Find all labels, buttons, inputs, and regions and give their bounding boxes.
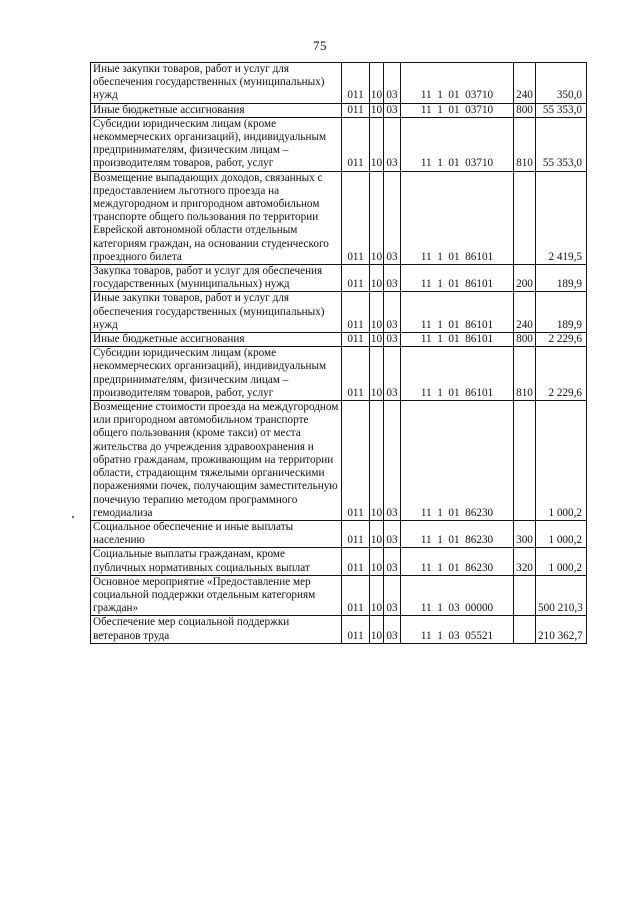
row-expense-type xyxy=(514,171,536,264)
row-subsection-code: 03 xyxy=(384,117,401,171)
row-section-code: 10 xyxy=(370,347,384,401)
row-ministry-code: 011 xyxy=(342,171,370,264)
row-subsection-code: 03 xyxy=(384,616,401,643)
scan-speck xyxy=(72,516,74,518)
row-target-article: 11 1 01 86101 xyxy=(401,171,514,264)
row-expense-type: 810 xyxy=(514,347,536,401)
row-amount: 189,9 xyxy=(536,292,587,333)
row-expense-type: 800 xyxy=(514,333,536,347)
table-row xyxy=(91,347,587,401)
row-amount: 500 210,3 xyxy=(536,575,587,616)
row-section-code: 10 xyxy=(370,575,384,616)
row-ministry-code: 011 xyxy=(342,616,370,643)
row-subsection-code: 03 xyxy=(384,103,401,117)
row-amount: 2 229,6 xyxy=(536,347,587,401)
row-ministry-code: 011 xyxy=(342,265,370,292)
row-target-article: 11 1 01 86101 xyxy=(401,347,514,401)
table-row xyxy=(91,171,587,264)
row-target-article: 11 1 01 86101 xyxy=(401,333,514,347)
row-target-article: 11 1 01 86101 xyxy=(401,292,514,333)
row-amount: 350,0 xyxy=(536,63,587,104)
row-expense-type xyxy=(514,575,536,616)
row-amount: 1 000,2 xyxy=(536,520,587,547)
row-ministry-code: 011 xyxy=(342,520,370,547)
row-amount: 2 229,6 xyxy=(536,333,587,347)
row-section-code: 10 xyxy=(370,616,384,643)
row-target-article: 11 1 01 03710 xyxy=(401,63,514,104)
row-ministry-code: 011 xyxy=(342,63,370,104)
row-section-code: 10 xyxy=(370,171,384,264)
row-expense-type xyxy=(514,616,536,643)
row-expense-type: 810 xyxy=(514,117,536,171)
row-description: Иные бюджетные ассигнования xyxy=(91,103,342,117)
row-subsection-code: 03 xyxy=(384,171,401,264)
row-section-code: 10 xyxy=(370,401,384,521)
row-amount: 1 000,2 xyxy=(536,401,587,521)
row-amount: 189,9 xyxy=(536,265,587,292)
row-expense-type xyxy=(514,401,536,521)
row-target-article: 11 1 03 00000 xyxy=(401,575,514,616)
row-ministry-code: 011 xyxy=(342,401,370,521)
row-description: Возмещение стоимости проезда на междугородном или пригородном автомобильном транспорте общего пользования (кроме такси) от места жительства до учреждения здравоохранения и обратно гражданам, проживающим на территории области, страдающим тяжелыми органическими поражениями почек, получающим заместительную почечную терапию методом программного гемодиализа xyxy=(91,401,342,521)
row-amount: 55 353,0 xyxy=(536,103,587,117)
row-subsection-code: 03 xyxy=(384,401,401,521)
row-description: Субсидии юридическим лицам (кроме некоммерческих организаций), индивидуальным предпринимателям, физическим лицам – производителям товаров, работ, услуг xyxy=(91,347,342,401)
row-description: Иные закупки товаров, работ и услуг для обеспечения государственных (муниципальных) нужд xyxy=(91,292,342,333)
row-description: Обеспечение мер социальной поддержки ветеранов труда xyxy=(91,616,342,643)
row-amount: 55 353,0 xyxy=(536,117,587,171)
table-row xyxy=(91,103,587,117)
row-ministry-code: 011 xyxy=(342,548,370,575)
row-description: Социальные выплаты гражданам, кроме публичных нормативных социальных выплат xyxy=(91,548,342,575)
row-description: Закупка товаров, работ и услуг для обеспечения государственных (муниципальных) нужд xyxy=(91,265,342,292)
row-subsection-code: 03 xyxy=(384,292,401,333)
row-section-code: 10 xyxy=(370,333,383,346)
table-row xyxy=(91,265,587,292)
row-target-article: 11 1 01 86230 xyxy=(401,401,514,521)
row-subsection-code: 03 xyxy=(384,575,401,616)
row-target-article: 11 1 01 86101 xyxy=(401,265,514,292)
budget-table xyxy=(90,62,587,644)
row-ministry-code: 011 xyxy=(342,103,370,117)
row-expense-type: 800 xyxy=(514,103,536,117)
row-target-article: 11 1 03 05521 xyxy=(401,616,514,643)
row-subsection-code: 03 xyxy=(384,265,401,292)
row-ministry-code: 011 xyxy=(342,117,370,171)
row-description: Субсидии юридическим лицам (кроме некоммерческих организаций), индивидуальным предпринимателям, физическим лицам – производителям товаров, работ, услуг xyxy=(91,117,342,171)
row-subsection-code: 03 xyxy=(384,520,401,547)
row-subsection-code: 03 xyxy=(384,333,401,347)
row-expense-type: 200 xyxy=(514,265,536,292)
row-subsection-code: 03 xyxy=(384,63,401,104)
row-description: Возмещение выпадающих доходов, связанных с предоставлением льготного проезда на междугородном и пригородном автомобильном транспорте общего пользования по территории Еврейской автономной области отдельным категориям граждан, на основании студенческого проездного билета xyxy=(91,171,342,264)
page-number: 75 xyxy=(313,38,327,53)
table-row xyxy=(91,520,587,547)
row-target-article: 11 1 01 03710 xyxy=(401,103,514,117)
table-row xyxy=(91,63,587,104)
row-description: Иные закупки товаров, работ и услуг для обеспечения государственных (муниципальных) нужд xyxy=(91,63,342,104)
row-amount: 2 419,5 xyxy=(536,171,587,264)
row-ministry-code: 011 xyxy=(342,292,370,333)
row-expense-type: 240 xyxy=(514,63,536,104)
row-expense-type: 240 xyxy=(514,292,536,333)
table-row xyxy=(91,548,587,575)
row-amount: 210 362,7 xyxy=(536,616,587,643)
row-description: Социальное обеспечение и иные выплаты населению xyxy=(91,520,342,547)
row-section-code: 10 xyxy=(370,117,384,171)
row-description: Иные бюджетные ассигнования xyxy=(91,333,342,347)
row-section-code: 10 xyxy=(370,292,384,333)
row-target-article: 11 1 01 86230 xyxy=(401,520,514,547)
row-ministry-code: 011 xyxy=(342,575,370,616)
table-row xyxy=(91,333,587,347)
row-expense-type: 320 xyxy=(514,548,536,575)
row-subsection-code: 03 xyxy=(384,548,401,575)
table-row xyxy=(91,616,587,643)
table-row xyxy=(91,117,587,171)
budget-table-body xyxy=(91,63,587,644)
row-section-code: 10 xyxy=(370,520,384,547)
row-section-code: 10 xyxy=(370,103,383,116)
row-description: Основное мероприятие «Предоставление мер социальной поддержки отдельным категориям граждан» xyxy=(91,575,342,616)
row-target-article: 11 1 01 03710 xyxy=(401,117,514,171)
row-subsection-code: 03 xyxy=(384,347,401,401)
table-row xyxy=(91,575,587,616)
row-section-code: 10 xyxy=(370,63,384,104)
row-section-code: 10 xyxy=(370,548,384,575)
row-expense-type: 300 xyxy=(514,520,536,547)
table-row xyxy=(91,292,587,333)
row-ministry-code: 011 xyxy=(342,333,370,347)
table-row xyxy=(91,401,587,521)
row-ministry-code: 011 xyxy=(342,347,370,401)
row-amount: 1 000,2 xyxy=(536,548,587,575)
row-target-article: 11 1 01 86230 xyxy=(401,548,514,575)
row-section-code: 10 xyxy=(370,265,384,292)
